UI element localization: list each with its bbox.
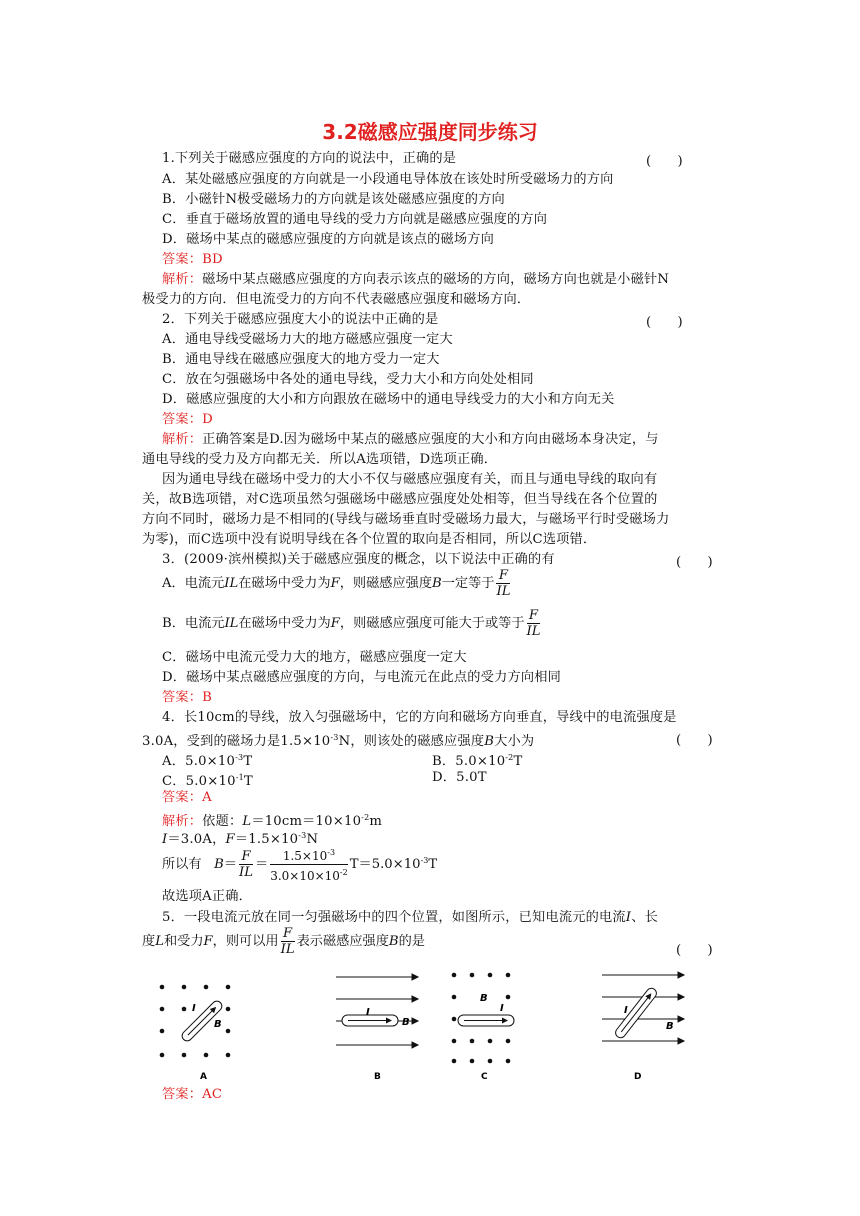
current-label: I: [192, 1003, 196, 1014]
q1-stem: 1.下列关于磁感应强度的方向的说法中，正确的是: [162, 151, 457, 166]
q4-option-a: A．$5.0\times 10^{-3}T$: [162, 753, 253, 769]
current-label: I: [500, 1003, 504, 1014]
q1-answer-blank: ( ): [646, 154, 683, 169]
q3-stem: 3．(2009·滨州模拟)关于磁感应强度的概念，以下说法中正确的有: [162, 552, 555, 567]
page-title: 3.2磁感应强度同步练习: [322, 120, 538, 144]
q2-explanation-line5: 方向不同时，磁场力是不相同的(导线与磁场垂直时受磁场力最大，与磁场平行时受磁场力: [142, 512, 670, 527]
q4-option-d: D．5.0T: [432, 770, 487, 785]
q4-explanation-line4: 故选项A正确．: [162, 889, 253, 904]
figure-a-diagram: [148, 965, 258, 1085]
field-label: B: [214, 1019, 222, 1030]
q4-explanation-line2: I＝3.0A，$F=1.5\times 10^{-3}N$: [162, 831, 319, 847]
q4-option-b: B．$5.0\times 10^{-2}T$: [432, 753, 523, 769]
q3-option-d: D．磁场中某点磁感应强度的方向，与电流元在此点的受力方向相同: [162, 670, 562, 685]
q2-option-c: C．放在匀强磁场中各处的通电导线，受力大小和方向处处相同: [162, 372, 534, 387]
q2-explanation-line2: 通电导线的受力及方向都无关．所以A选项错，D选项正确．: [142, 452, 498, 467]
q4-answer: 答案：A: [162, 790, 212, 805]
q2-explanation-line4: 关，故B选项错，对C选项虽然匀强磁场中磁感应强度处处相等，但当导线在各个位置的: [142, 492, 658, 507]
q3-answer-blank: ( ): [676, 555, 713, 570]
q2-stem: 2．下列关于磁感应强度大小的说法中正确的是: [162, 312, 439, 327]
current-label: I: [366, 1007, 370, 1018]
q3-option-b: B．电流元IL在磁场中受力为F，则磁感应强度可能大于或等于 $\frac{F}{IL}$: [162, 608, 541, 639]
q4-answer-blank: ( ): [676, 733, 713, 748]
fraction-f-over-il: $\frac{F}{IL}$: [526, 608, 541, 639]
figure-label-d: D: [634, 1072, 642, 1082]
q4-stem-line2: 3.0A，受到的磁场力是$1.5\times 10^{-3}N$，则该处的磁感应强度B大小为: [142, 733, 535, 749]
q3-option-c: C．磁场中电流元受力大的地方，磁感应强度一定大: [162, 650, 467, 665]
q1-option-c: C．垂直于磁场放置的通电导线的受力方向就是磁感应强度的方向: [162, 212, 548, 227]
field-label: B: [402, 1017, 410, 1028]
q3-answer: 答案：B: [162, 690, 213, 705]
figure-label-b: B: [374, 1072, 381, 1082]
q2-explanation-line1: 解析：正确答案是D.因为磁场中某点的磁感应强度的大小和方向由磁场本身决定，与: [162, 432, 659, 447]
q1-option-a: A．某处磁感应强度的方向就是一小段通电导体放在该处时所受磁场力的方向: [162, 172, 614, 187]
q2-option-d: D．磁感应强度的大小和方向跟放在磁场中的通电导线受力的大小和方向无关: [162, 392, 615, 407]
q4-explanation-label: 解析：: [162, 814, 203, 829]
fraction-f-over-il: $\frac{F}{IL}$: [239, 849, 253, 880]
q4-explanation-line1: 解析：依题：$L=10cm=10\times 10^{-2}m$: [162, 813, 383, 829]
figure-b-diagram: [330, 965, 430, 1085]
q1-explanation-line1: 解析：磁场中某点磁感应强度的方向表示该点的磁场的方向，磁场方向也就是小磁针N: [162, 272, 670, 287]
q5-answer: 答案：AC: [162, 1087, 223, 1102]
fraction-f-over-il: $\frac{F}{IL}$: [496, 568, 511, 599]
q1-explanation-label: 解析：: [162, 272, 203, 287]
q2-option-a: A．通电导线受磁场力大的地方磁感应强度一定大: [162, 332, 453, 347]
q5-stem-line2: 度L和受力F，则可以用 $\frac{F}{IL}$ 表示磁感应强度B的是: [142, 926, 425, 957]
q1-explanation-line2: 极受力的方向．但电流受力的方向不代表磁感应强度和磁场方向．: [142, 292, 531, 307]
q1-option-d: D．磁场中某点的磁感应强度的方向就是该点的磁场方向: [162, 232, 495, 247]
field-label: B: [480, 993, 488, 1004]
fraction-f-over-il: $\frac{F}{IL}$: [280, 926, 295, 957]
q2-answer: 答案：D: [162, 412, 213, 427]
q2-explanation-line3: 因为通电导线在磁场中受力的大小不仅与磁感应强度有关，而且与通电导线的取向有: [162, 472, 658, 487]
q5-answer-blank: ( ): [676, 943, 713, 958]
q1-option-b: B．小磁针N极受磁场力的方向就是该处磁感应强度的方向: [162, 192, 505, 207]
q2-explanation-line6: 为零)，而C选项中没有说明导线在各个位置的取向是否相同，所以C选项错．: [142, 532, 597, 547]
q3-option-a: A．电流元IL在磁场中受力为F，则磁感应强度B一定等于 $\frac{F}{IL}$: [162, 568, 511, 599]
q2-answer-blank: ( ): [646, 315, 683, 330]
q2-explanation-label: 解析：: [162, 432, 203, 447]
q4-explanation-formula: 所以有 B＝ $\frac{F}{IL}$ ＝ $\frac{1.5\times 10^{-3}}{3.0\times 10\times 10^{-2}}$ $T=5.0\times 10^{-3}T$: [162, 845, 437, 884]
figure-label-a: A: [200, 1072, 207, 1082]
q4-stem-line1: 4．长10cm的导线，放入匀强磁场中，它的方向和磁场方向垂直，导线中的电流强度是: [162, 710, 677, 725]
figure-c-diagram: [440, 965, 540, 1085]
figure-label-c: C: [481, 1072, 488, 1082]
figure-d-diagram: [596, 965, 696, 1085]
current-label: I: [624, 1005, 628, 1016]
q4-option-c: C．$5.0\times 10^{-1}T$: [162, 773, 253, 789]
field-label: B: [666, 1021, 674, 1032]
q5-stem-line1: 5．一段电流元放在同一匀强磁场中的四个位置，如图所示，已知电流元的电流I、长: [162, 910, 658, 925]
fraction-numeric: $\frac{1.5\times 10^{-3}}{3.0\times 10\times 10^{-2}}$: [270, 845, 348, 884]
q2-option-b: B．通电导线在磁感应强度大的地方受力一定大: [162, 352, 440, 367]
q1-answer: 答案：BD: [162, 252, 223, 267]
